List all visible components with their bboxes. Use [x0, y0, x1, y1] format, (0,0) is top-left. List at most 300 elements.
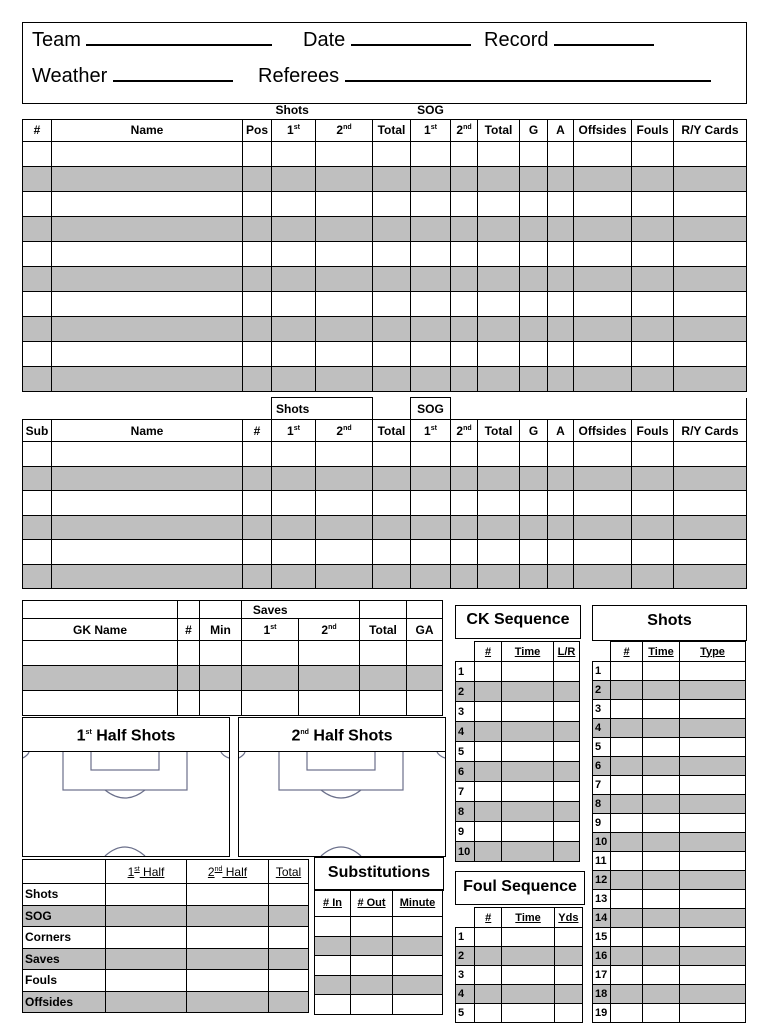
sub-row-cell[interactable]	[52, 515, 243, 540]
player-row-cell[interactable]	[674, 241, 747, 266]
player-row-cell[interactable]	[52, 166, 243, 191]
shotsq-row-cell[interactable]	[611, 795, 643, 814]
player-row-cell[interactable]	[243, 316, 272, 341]
sub-row-cell[interactable]	[451, 515, 478, 540]
player-row-cell[interactable]	[548, 341, 574, 366]
player-row-cell[interactable]	[674, 216, 747, 241]
shotsq-row-cell[interactable]	[643, 662, 680, 681]
player-row-cell[interactable]	[478, 316, 520, 341]
player-row-cell[interactable]	[674, 341, 747, 366]
foul-row-cell[interactable]	[475, 1004, 502, 1023]
summary-row-cell[interactable]	[106, 948, 187, 970]
player-row-cell[interactable]	[272, 166, 316, 191]
foul-row-cell[interactable]	[554, 985, 582, 1004]
player-row-cell[interactable]	[574, 366, 632, 391]
shotsq-row-cell[interactable]	[680, 947, 746, 966]
sub-row-cell[interactable]	[316, 491, 373, 516]
shotsq-row-cell[interactable]	[611, 1004, 643, 1023]
sub-row-cell[interactable]	[272, 491, 316, 516]
shotsq-row-cell[interactable]	[680, 776, 746, 795]
substitution-row-cell[interactable]	[315, 917, 351, 937]
player-row-cell[interactable]	[451, 216, 478, 241]
player-row-cell[interactable]	[52, 341, 243, 366]
player-row-cell[interactable]	[23, 266, 52, 291]
summary-row-cell[interactable]	[269, 948, 309, 970]
player-row-cell[interactable]	[548, 316, 574, 341]
sub-row-cell[interactable]	[548, 491, 574, 516]
substitution-row-cell[interactable]	[315, 975, 351, 995]
shotsq-row-cell[interactable]	[680, 833, 746, 852]
gk-row-cell[interactable]	[242, 666, 299, 691]
sub-row-cell[interactable]	[373, 491, 411, 516]
weather-field[interactable]	[32, 62, 233, 88]
player-row-cell[interactable]	[52, 266, 243, 291]
player-row-cell[interactable]	[243, 141, 272, 166]
player-row-cell[interactable]	[574, 316, 632, 341]
player-row-cell[interactable]	[478, 141, 520, 166]
player-row-cell[interactable]	[632, 241, 674, 266]
shotsq-row-cell[interactable]	[611, 890, 643, 909]
sub-row-cell[interactable]	[632, 442, 674, 467]
shotsq-row-cell[interactable]	[680, 738, 746, 757]
player-row-cell[interactable]	[574, 291, 632, 316]
player-row-cell[interactable]	[243, 291, 272, 316]
sub-row-cell[interactable]	[272, 466, 316, 491]
shotsq-row-cell[interactable]	[680, 795, 746, 814]
player-row-cell[interactable]	[520, 241, 548, 266]
player-row-cell[interactable]	[632, 166, 674, 191]
shotsq-row-cell[interactable]	[611, 681, 643, 700]
foul-row-cell[interactable]	[502, 966, 554, 985]
player-row-cell[interactable]	[23, 316, 52, 341]
player-row-cell[interactable]	[520, 366, 548, 391]
player-row-cell[interactable]	[23, 366, 52, 391]
gk-row-cell[interactable]	[242, 691, 299, 716]
player-row-cell[interactable]	[548, 191, 574, 216]
sub-row-cell[interactable]	[411, 466, 451, 491]
player-row-cell[interactable]	[674, 291, 747, 316]
shotsq-row-cell[interactable]	[643, 947, 680, 966]
team-field[interactable]	[32, 26, 272, 52]
player-row-cell[interactable]	[316, 216, 373, 241]
sub-row-cell[interactable]	[316, 515, 373, 540]
ck-row-cell[interactable]	[475, 742, 502, 762]
weather-blank[interactable]	[113, 62, 233, 82]
first-half-field-diagram[interactable]	[22, 751, 230, 857]
ck-row-cell[interactable]	[554, 662, 580, 682]
gk-row-cell[interactable]	[407, 641, 443, 666]
sub-row-cell[interactable]	[574, 466, 632, 491]
player-row-cell[interactable]	[574, 216, 632, 241]
player-row-cell[interactable]	[316, 191, 373, 216]
player-row-cell[interactable]	[52, 191, 243, 216]
second-half-field-diagram[interactable]	[238, 751, 446, 857]
player-row-cell[interactable]	[451, 316, 478, 341]
sub-row-cell[interactable]	[243, 540, 272, 565]
player-row-cell[interactable]	[478, 366, 520, 391]
team-blank[interactable]	[86, 26, 272, 46]
sub-row-cell[interactable]	[451, 466, 478, 491]
player-row-cell[interactable]	[272, 266, 316, 291]
player-row-cell[interactable]	[574, 266, 632, 291]
player-row-cell[interactable]	[451, 266, 478, 291]
player-row-cell[interactable]	[478, 216, 520, 241]
shotsq-row-cell[interactable]	[680, 890, 746, 909]
ck-row-cell[interactable]	[475, 722, 502, 742]
sub-row-cell[interactable]	[632, 515, 674, 540]
player-row-cell[interactable]	[632, 341, 674, 366]
substitution-row-cell[interactable]	[393, 975, 443, 995]
player-row-cell[interactable]	[52, 316, 243, 341]
gk-row-cell[interactable]	[407, 666, 443, 691]
ck-row-cell[interactable]	[475, 682, 502, 702]
ck-row-cell[interactable]	[475, 802, 502, 822]
player-row-cell[interactable]	[411, 241, 451, 266]
player-row-cell[interactable]	[451, 141, 478, 166]
sub-row-cell[interactable]	[548, 466, 574, 491]
shotsq-row-cell[interactable]	[611, 985, 643, 1004]
player-row-cell[interactable]	[520, 291, 548, 316]
player-row-cell[interactable]	[451, 191, 478, 216]
sub-row-cell[interactable]	[373, 540, 411, 565]
sub-row-cell[interactable]	[478, 466, 520, 491]
substitution-row-cell[interactable]	[351, 956, 393, 976]
sub-row-cell[interactable]	[52, 442, 243, 467]
player-row-cell[interactable]	[316, 166, 373, 191]
sub-row-cell[interactable]	[316, 466, 373, 491]
player-row-cell[interactable]	[373, 291, 411, 316]
shotsq-row-cell[interactable]	[643, 700, 680, 719]
date-field[interactable]	[303, 26, 471, 52]
substitution-row-cell[interactable]	[315, 936, 351, 956]
shotsq-row-cell[interactable]	[680, 909, 746, 928]
player-row-cell[interactable]	[23, 341, 52, 366]
player-row-cell[interactable]	[548, 291, 574, 316]
foul-row-cell[interactable]	[554, 947, 582, 966]
shotsq-row-cell[interactable]	[643, 985, 680, 1004]
ck-row-cell[interactable]	[554, 802, 580, 822]
sub-row-cell[interactable]	[272, 564, 316, 589]
shotsq-row-cell[interactable]	[611, 928, 643, 947]
substitution-row-cell[interactable]	[351, 995, 393, 1015]
foul-row-cell[interactable]	[502, 985, 554, 1004]
sub-row-cell[interactable]	[316, 564, 373, 589]
foul-row-cell[interactable]	[554, 928, 582, 947]
player-row-cell[interactable]	[632, 266, 674, 291]
player-row-cell[interactable]	[316, 366, 373, 391]
ck-row-cell[interactable]	[554, 702, 580, 722]
foul-row-cell[interactable]	[475, 947, 502, 966]
summary-row-cell[interactable]	[106, 991, 187, 1013]
player-row-cell[interactable]	[373, 341, 411, 366]
shotsq-row-cell[interactable]	[680, 966, 746, 985]
shotsq-row-cell[interactable]	[643, 928, 680, 947]
shotsq-row-cell[interactable]	[611, 662, 643, 681]
ck-row-cell[interactable]	[502, 682, 554, 702]
ck-row-cell[interactable]	[502, 802, 554, 822]
player-row-cell[interactable]	[674, 191, 747, 216]
player-row-cell[interactable]	[52, 291, 243, 316]
gk-row-cell[interactable]	[23, 641, 178, 666]
sub-row-cell[interactable]	[272, 540, 316, 565]
summary-row-cell[interactable]	[269, 905, 309, 927]
player-row-cell[interactable]	[272, 366, 316, 391]
player-row-cell[interactable]	[632, 366, 674, 391]
sub-row-cell[interactable]	[520, 564, 548, 589]
shotsq-row-cell[interactable]	[680, 928, 746, 947]
date-blank[interactable]	[351, 26, 471, 46]
sub-row-cell[interactable]	[52, 564, 243, 589]
substitution-row-cell[interactable]	[393, 956, 443, 976]
sub-row-cell[interactable]	[478, 491, 520, 516]
player-row-cell[interactable]	[411, 316, 451, 341]
player-row-cell[interactable]	[411, 216, 451, 241]
player-row-cell[interactable]	[674, 316, 747, 341]
sub-row-cell[interactable]	[674, 491, 747, 516]
shotsq-row-cell[interactable]	[611, 700, 643, 719]
gk-row-cell[interactable]	[178, 691, 200, 716]
player-row-cell[interactable]	[548, 241, 574, 266]
shotsq-row-cell[interactable]	[643, 833, 680, 852]
player-row-cell[interactable]	[243, 166, 272, 191]
player-row-cell[interactable]	[451, 241, 478, 266]
summary-row-cell[interactable]	[106, 927, 187, 949]
sub-row-cell[interactable]	[548, 540, 574, 565]
gk-row-cell[interactable]	[200, 666, 242, 691]
record-field[interactable]	[484, 26, 654, 52]
shotsq-row-cell[interactable]	[680, 852, 746, 871]
shotsq-row-cell[interactable]	[611, 947, 643, 966]
ck-row-cell[interactable]	[475, 762, 502, 782]
ck-row-cell[interactable]	[502, 722, 554, 742]
player-row-cell[interactable]	[411, 366, 451, 391]
substitution-row-cell[interactable]	[393, 917, 443, 937]
referees-blank[interactable]	[345, 62, 711, 82]
player-row-cell[interactable]	[316, 241, 373, 266]
gk-row-cell[interactable]	[360, 691, 407, 716]
foul-row-cell[interactable]	[502, 1004, 554, 1023]
player-row-cell[interactable]	[373, 166, 411, 191]
sub-row-cell[interactable]	[411, 491, 451, 516]
player-row-cell[interactable]	[411, 266, 451, 291]
shotsq-row-cell[interactable]	[680, 757, 746, 776]
ck-row-cell[interactable]	[475, 702, 502, 722]
shotsq-row-cell[interactable]	[643, 871, 680, 890]
shotsq-row-cell[interactable]	[611, 833, 643, 852]
sub-row-cell[interactable]	[411, 515, 451, 540]
sub-row-cell[interactable]	[548, 442, 574, 467]
shotsq-row-cell[interactable]	[643, 852, 680, 871]
substitution-row-cell[interactable]	[393, 936, 443, 956]
player-row-cell[interactable]	[451, 341, 478, 366]
sub-row-cell[interactable]	[272, 515, 316, 540]
shotsq-row-cell[interactable]	[680, 681, 746, 700]
player-row-cell[interactable]	[243, 191, 272, 216]
player-row-cell[interactable]	[52, 216, 243, 241]
player-row-cell[interactable]	[478, 191, 520, 216]
sub-row-cell[interactable]	[373, 442, 411, 467]
sub-row-cell[interactable]	[674, 515, 747, 540]
player-row-cell[interactable]	[574, 166, 632, 191]
substitution-row-cell[interactable]	[351, 975, 393, 995]
sub-row-cell[interactable]	[574, 491, 632, 516]
shotsq-row-cell[interactable]	[643, 890, 680, 909]
player-row-cell[interactable]	[520, 341, 548, 366]
foul-row-cell[interactable]	[554, 1004, 582, 1023]
ck-row-cell[interactable]	[502, 822, 554, 842]
sub-row-cell[interactable]	[23, 540, 52, 565]
summary-row-cell[interactable]	[269, 884, 309, 906]
summary-row-cell[interactable]	[269, 991, 309, 1013]
player-row-cell[interactable]	[272, 241, 316, 266]
sub-row-cell[interactable]	[478, 442, 520, 467]
player-row-cell[interactable]	[316, 316, 373, 341]
shotsq-row-cell[interactable]	[643, 795, 680, 814]
player-row-cell[interactable]	[373, 366, 411, 391]
sub-row-cell[interactable]	[373, 466, 411, 491]
substitution-row-cell[interactable]	[315, 995, 351, 1015]
player-row-cell[interactable]	[574, 241, 632, 266]
sub-row-cell[interactable]	[23, 515, 52, 540]
sub-row-cell[interactable]	[23, 491, 52, 516]
player-row-cell[interactable]	[520, 166, 548, 191]
shotsq-row-cell[interactable]	[611, 871, 643, 890]
player-row-cell[interactable]	[632, 316, 674, 341]
shotsq-row-cell[interactable]	[611, 966, 643, 985]
substitution-row-cell[interactable]	[315, 956, 351, 976]
summary-row-cell[interactable]	[187, 948, 269, 970]
shotsq-row-cell[interactable]	[611, 757, 643, 776]
player-row-cell[interactable]	[574, 341, 632, 366]
sub-row-cell[interactable]	[520, 442, 548, 467]
sub-row-cell[interactable]	[632, 466, 674, 491]
player-row-cell[interactable]	[52, 366, 243, 391]
foul-row-cell[interactable]	[475, 966, 502, 985]
player-row-cell[interactable]	[52, 241, 243, 266]
sub-row-cell[interactable]	[574, 442, 632, 467]
player-row-cell[interactable]	[520, 266, 548, 291]
ck-row-cell[interactable]	[554, 722, 580, 742]
player-row-cell[interactable]	[272, 316, 316, 341]
player-row-cell[interactable]	[243, 341, 272, 366]
sub-row-cell[interactable]	[243, 491, 272, 516]
shotsq-row-cell[interactable]	[680, 719, 746, 738]
summary-row-cell[interactable]	[187, 991, 269, 1013]
shotsq-row-cell[interactable]	[680, 814, 746, 833]
player-row-cell[interactable]	[632, 291, 674, 316]
player-row-cell[interactable]	[520, 191, 548, 216]
player-row-cell[interactable]	[632, 191, 674, 216]
shotsq-row-cell[interactable]	[643, 719, 680, 738]
gk-row-cell[interactable]	[360, 666, 407, 691]
player-row-cell[interactable]	[243, 241, 272, 266]
player-row-cell[interactable]	[451, 166, 478, 191]
ck-row-cell[interactable]	[502, 842, 554, 862]
shotsq-row-cell[interactable]	[680, 985, 746, 1004]
sub-row-cell[interactable]	[243, 515, 272, 540]
sub-row-cell[interactable]	[520, 540, 548, 565]
shotsq-row-cell[interactable]	[643, 776, 680, 795]
substitution-row-cell[interactable]	[351, 936, 393, 956]
sub-row-cell[interactable]	[23, 564, 52, 589]
summary-row-cell[interactable]	[187, 970, 269, 992]
sub-row-cell[interactable]	[243, 442, 272, 467]
sub-row-cell[interactable]	[574, 515, 632, 540]
player-row-cell[interactable]	[272, 291, 316, 316]
shotsq-row-cell[interactable]	[680, 871, 746, 890]
shotsq-row-cell[interactable]	[611, 776, 643, 795]
record-blank[interactable]	[554, 26, 654, 46]
sub-row-cell[interactable]	[373, 564, 411, 589]
sub-row-cell[interactable]	[451, 564, 478, 589]
foul-row-cell[interactable]	[554, 966, 582, 985]
player-row-cell[interactable]	[23, 291, 52, 316]
player-row-cell[interactable]	[243, 216, 272, 241]
shotsq-row-cell[interactable]	[643, 814, 680, 833]
player-row-cell[interactable]	[411, 291, 451, 316]
sub-row-cell[interactable]	[23, 442, 52, 467]
player-row-cell[interactable]	[272, 341, 316, 366]
sub-row-cell[interactable]	[451, 442, 478, 467]
player-row-cell[interactable]	[23, 191, 52, 216]
ck-row-cell[interactable]	[475, 662, 502, 682]
shotsq-row-cell[interactable]	[611, 852, 643, 871]
player-row-cell[interactable]	[411, 341, 451, 366]
player-row-cell[interactable]	[272, 191, 316, 216]
foul-row-cell[interactable]	[475, 985, 502, 1004]
sub-row-cell[interactable]	[674, 564, 747, 589]
shotsq-row-cell[interactable]	[643, 757, 680, 776]
summary-row-cell[interactable]	[269, 970, 309, 992]
player-row-cell[interactable]	[478, 341, 520, 366]
sub-row-cell[interactable]	[632, 491, 674, 516]
foul-row-cell[interactable]	[475, 928, 502, 947]
sub-row-cell[interactable]	[478, 564, 520, 589]
ck-row-cell[interactable]	[502, 662, 554, 682]
sub-row-cell[interactable]	[451, 540, 478, 565]
substitution-row-cell[interactable]	[393, 995, 443, 1015]
player-row-cell[interactable]	[478, 266, 520, 291]
player-row-cell[interactable]	[632, 216, 674, 241]
foul-row-cell[interactable]	[502, 947, 554, 966]
sub-row-cell[interactable]	[632, 564, 674, 589]
player-row-cell[interactable]	[674, 366, 747, 391]
summary-row-cell[interactable]	[106, 884, 187, 906]
shotsq-row-cell[interactable]	[643, 1004, 680, 1023]
sub-row-cell[interactable]	[411, 442, 451, 467]
sub-row-cell[interactable]	[548, 515, 574, 540]
sub-row-cell[interactable]	[478, 540, 520, 565]
player-row-cell[interactable]	[316, 266, 373, 291]
sub-row-cell[interactable]	[548, 564, 574, 589]
summary-row-cell[interactable]	[187, 905, 269, 927]
gk-row-cell[interactable]	[23, 666, 178, 691]
player-row-cell[interactable]	[373, 316, 411, 341]
player-row-cell[interactable]	[23, 166, 52, 191]
ck-row-cell[interactable]	[475, 782, 502, 802]
sub-row-cell[interactable]	[674, 466, 747, 491]
player-row-cell[interactable]	[243, 366, 272, 391]
sub-row-cell[interactable]	[411, 540, 451, 565]
summary-row-cell[interactable]	[187, 884, 269, 906]
shotsq-row-cell[interactable]	[680, 1004, 746, 1023]
player-row-cell[interactable]	[373, 216, 411, 241]
gk-row-cell[interactable]	[23, 691, 178, 716]
player-row-cell[interactable]	[373, 141, 411, 166]
player-row-cell[interactable]	[674, 141, 747, 166]
summary-row-cell[interactable]	[187, 927, 269, 949]
sub-row-cell[interactable]	[520, 515, 548, 540]
